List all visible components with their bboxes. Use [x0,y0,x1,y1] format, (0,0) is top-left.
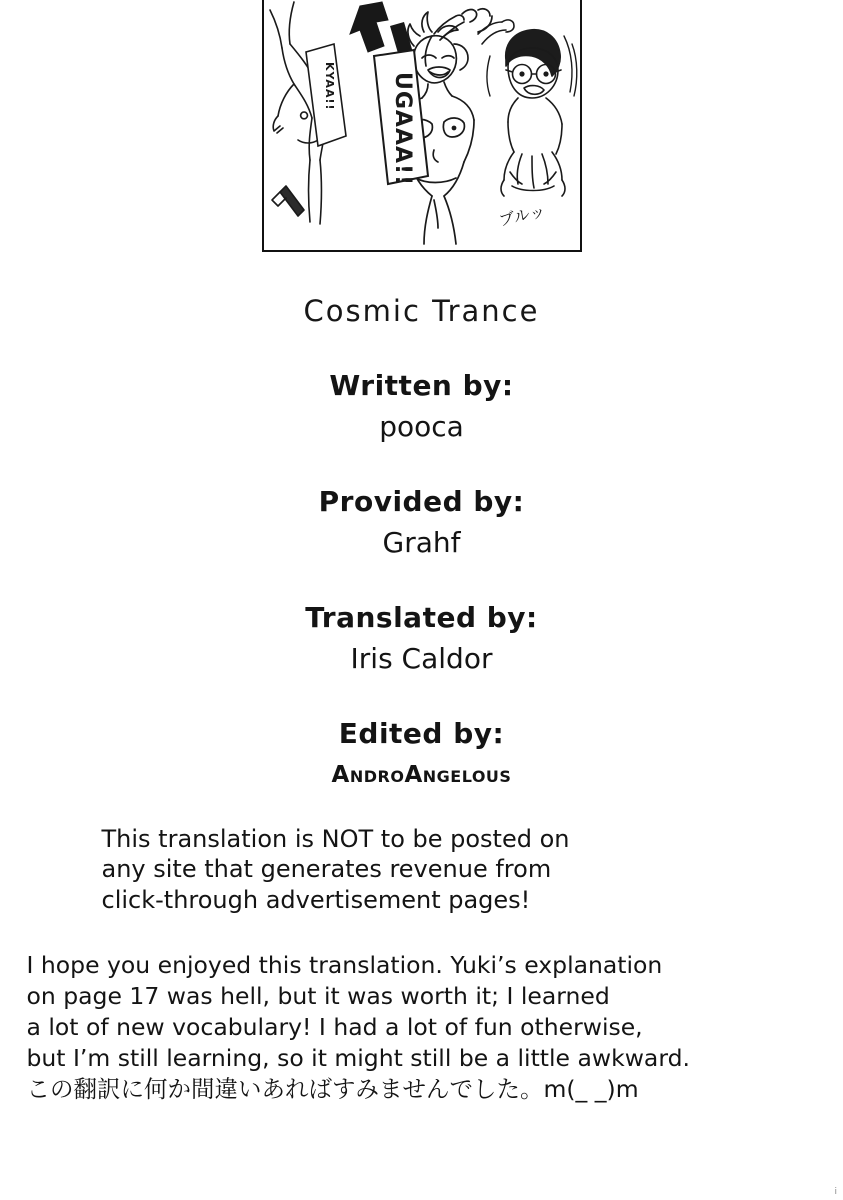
credit-block-written-by [0,368,843,444]
credit-role-label: Provided by: [318,485,525,518]
notice-line-2: any site that generates revenue from [101,855,552,884]
credit-person-name: pooca [379,410,464,443]
distribution-notice [102,824,742,916]
credit-block-edited-by [0,716,843,790]
afterword-line-1: I hope you enjoyed this translation. Yuki’s explanation [26,950,663,979]
svg-text:ブルッ: ブルッ [496,201,547,230]
illustration-panel-wrapper [262,0,582,252]
svg-text:KYAA!!: KYAA!! [322,62,336,111]
manga-panel [262,0,582,252]
afterword-line-3: a lot of new vocabulary! I had a lot of fun otherwise, [26,1012,643,1041]
credits-list [0,328,843,790]
credit-person-name: AndroAngelous [331,762,512,788]
credit-role-label: Written by: [329,369,514,402]
page-number: i [834,1187,837,1197]
credit-block-provided-by [0,484,843,560]
afterword-line-4: but I’m still learning, so it might still be a little awkward. [26,1043,690,1072]
manga-panel-artwork [264,0,582,250]
afterword-line-5-japanese: この翻訳に何か間違いあればすみませんでした。m(_ _)m [26,1074,639,1103]
notice-line-1: This translation is NOT to be posted on [101,824,570,853]
translator-afterword [27,950,817,1105]
afterword-line-2: on page 17 was hell, but it was worth it; I learned [26,981,610,1010]
notice-line-3: click-through advertisement pages! [101,886,531,915]
svg-text:UGAAA!!: UGAAA!! [389,72,415,187]
credit-block-translated-by [0,600,843,676]
credit-role-label: Edited by: [338,717,505,750]
credit-person-name: Grahf [382,526,461,559]
credit-person-name: Iris Caldor [350,642,493,675]
credit-role-label: Translated by: [305,601,538,634]
work-title: Cosmic Trance [303,294,540,328]
